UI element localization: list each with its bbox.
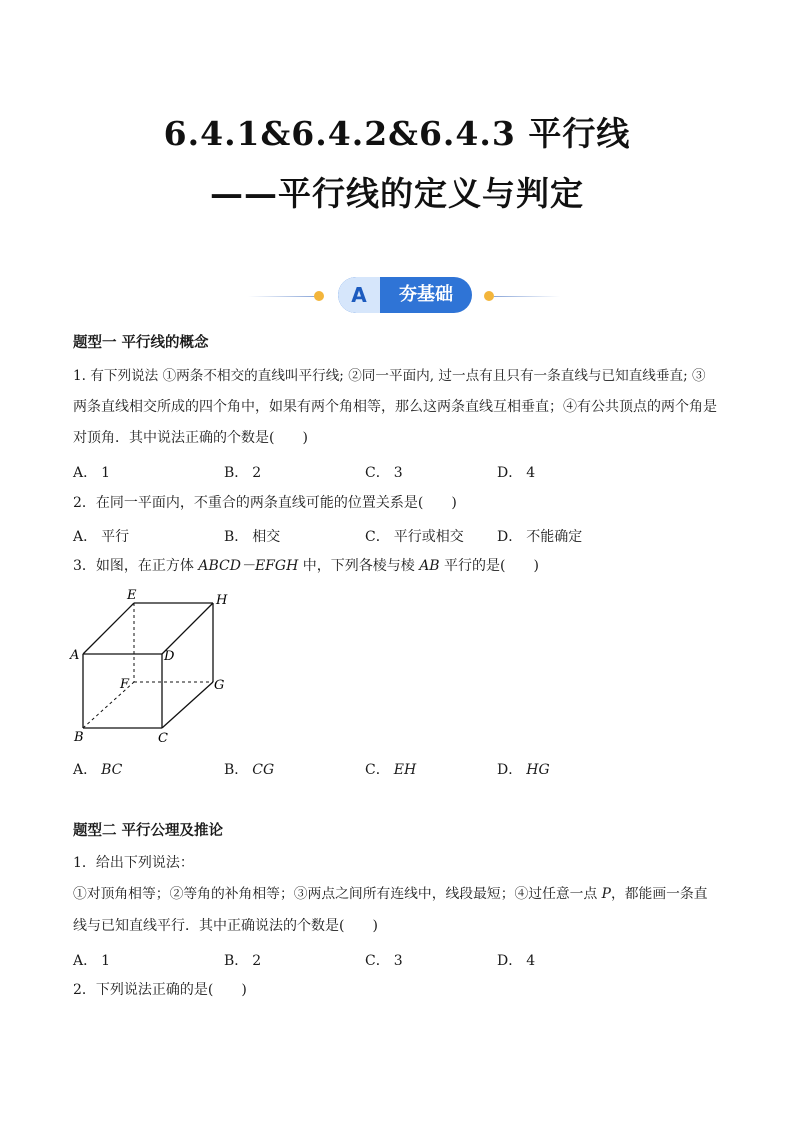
s1q1-line2: 两条直线相交所成的四个角中，如果有两个角相等，那么这两条直线互相垂直；④有公共顶点的两个角是 (73, 399, 717, 415)
banner-pill (338, 277, 472, 313)
section2-heading: 题型二 平行公理及推论 (73, 822, 224, 839)
s2q2-line1: 2．下列说法正确的是( ) (73, 982, 247, 998)
banner-letter: A (338, 277, 380, 313)
s1q1-line3: 对顶角．其中说法正确的个数是( ) (73, 430, 308, 446)
s1q3-option-a: A． BC (73, 762, 123, 778)
s2q1-option-a: A． 1 (73, 953, 111, 969)
s2q1-line2: ①对顶角相等；②等角的补角相等；③两点之间所有连线中，线段最短；④过任意一点 P，都能画一条直 (73, 886, 708, 902)
page-title-line2: ——平行线的定义与判定 (210, 174, 584, 213)
s2q1-line1: 1．给出下列说法： (73, 855, 194, 871)
banner-left-line (248, 296, 316, 297)
section1-heading: 题型一 平行线的概念 (73, 334, 209, 351)
s1q1-option-d: D． 4 (497, 465, 536, 481)
s2q1-option-c: C． 3 (365, 953, 403, 969)
s1q1-line1: 1. 有下列说法 ①两条不相交的直线叫平行线; ②同一平面内, 过一点有且只有一条直线与已知直线垂直; ③ (73, 368, 706, 384)
banner-right-dot (484, 291, 494, 301)
s1q2-option-b: B． 相交 (224, 529, 281, 545)
vertex-label-h: H (216, 593, 228, 608)
banner-left-dot (314, 291, 324, 301)
s1q3-option-c: C． EH (365, 762, 417, 778)
s1q2-option-a: A． 平行 (73, 529, 130, 545)
page-title-line1: 6.4.1&6.4.2&6.4.3 平行线 (163, 114, 631, 153)
vertex-label-b: B (74, 730, 84, 745)
vertex-label-g: G (214, 678, 225, 693)
vertex-label-a: A (70, 648, 80, 663)
s1q2-option-c: C． 平行或相交 (365, 529, 464, 545)
s2q1-option-b: B． 2 (224, 953, 262, 969)
s1q2-option-d: D． 不能确定 (497, 529, 583, 545)
s1q3-option-d: D． HG (497, 762, 550, 778)
s1q1-option-b: B． 2 (224, 465, 262, 481)
s1q2-line1: 2．在同一平面内，不重合的两条直线可能的位置关系是( ) (73, 495, 457, 511)
cube-figure (68, 586, 238, 748)
vertex-label-f: F (120, 677, 130, 692)
banner-text: 夯基础 (399, 284, 453, 305)
s2q1-line3: 线与已知直线平行．其中正确说法的个数是( ) (73, 918, 378, 934)
section-banner (0, 276, 794, 316)
vertex-label-c: C (158, 731, 168, 746)
s1q3-line1: 3．如图，在正方体 ABCD－EFGH 中，下列各棱与棱 AB 平行的是( ) (73, 558, 539, 574)
s1q1-option-c: C． 3 (365, 465, 403, 481)
banner-right-line (494, 296, 560, 297)
s1q3-option-b: B． CG (224, 762, 275, 778)
vertex-label-e: E (127, 588, 137, 603)
s1q1-option-a: A． 1 (73, 465, 111, 481)
s2q1-option-d: D． 4 (497, 953, 536, 969)
vertex-label-d: D (164, 649, 175, 664)
